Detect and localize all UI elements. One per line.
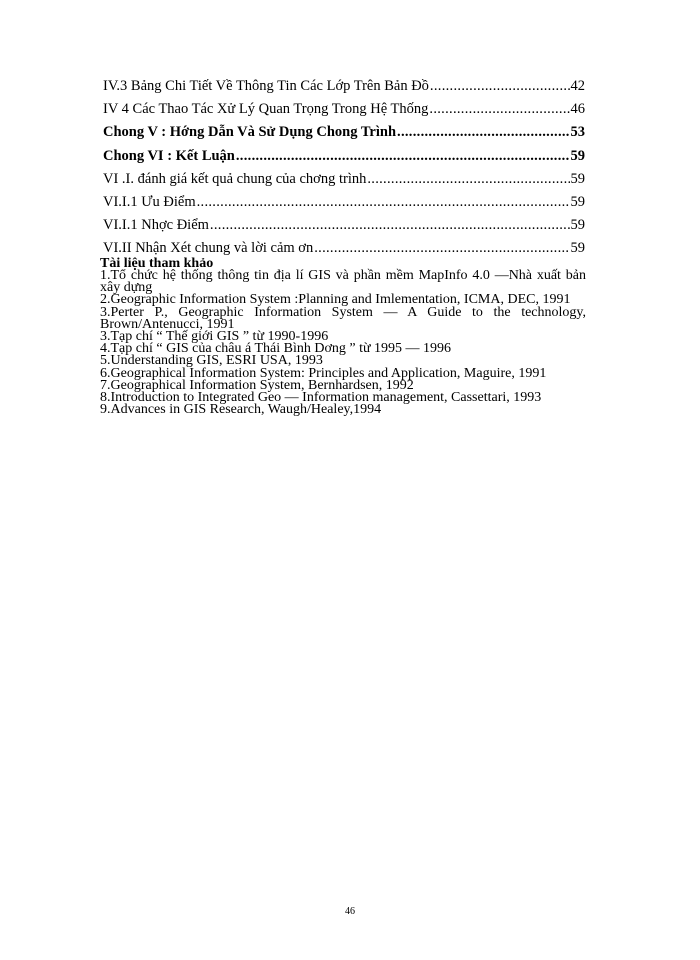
reference-item: 9.Advances in GIS Research, Waugh/Healey,1994 bbox=[100, 402, 382, 418]
reference-item: 3.Perter P., Geographic Information System — A Guide to the technology, Brown/Antenucci, 1991 bbox=[100, 304, 586, 332]
toc-leader-dots bbox=[397, 124, 569, 141]
toc-leader-dots bbox=[367, 171, 569, 188]
toc-leader-dots bbox=[210, 217, 570, 234]
reference-item: 4.Tạp chí “ GIS của châu á Thái Bình Dơng ” từ 1995 — 1996 bbox=[100, 341, 452, 357]
reference-item: 5.Understanding GIS, ESRI USA, 1993 bbox=[100, 353, 323, 369]
table-of-contents bbox=[103, 78, 585, 264]
references-section bbox=[100, 257, 586, 416]
toc-entry-page: 46 bbox=[570, 101, 585, 118]
reference-item: 1.Tổ chức hệ thống thông tin địa lí GIS và phần mềm MapInfo 4.0 —Nhà xuất bản xây dựng bbox=[100, 268, 586, 296]
toc-entry-page: 59 bbox=[570, 217, 585, 234]
reference-item: 6.Geographical Information System: Principles and Application, Maguire, 1991 bbox=[100, 365, 547, 381]
reference-item: 8.Introduction to Integrated Geo — Information management, Cassettari, 1993 bbox=[100, 390, 542, 406]
toc-leader-dots bbox=[236, 148, 570, 165]
toc-entry-page: 53 bbox=[570, 124, 585, 141]
toc-entry-title: VI.II Nhận Xét chung và lời cảm ơn bbox=[103, 240, 314, 257]
toc-leader-dots bbox=[429, 101, 569, 118]
toc-entry-page: 59 bbox=[570, 147, 585, 164]
toc-entry-page: 59 bbox=[570, 170, 585, 187]
toc-entry-page: 59 bbox=[570, 193, 585, 210]
toc-entry-title: VI .I. đánh giá kết quả chung của chơng trình bbox=[103, 170, 367, 187]
toc-entry-title: VI.I.1 Ưu Điểm bbox=[103, 193, 196, 210]
reference-item: 7.Geographical Information System, Bernhardsen, 1992 bbox=[100, 377, 414, 393]
toc-entry-page: 59 bbox=[570, 240, 585, 257]
toc-entry-title: Chong V : Hớng Dẫn Và Sử Dụng Chong Trình bbox=[103, 124, 397, 141]
toc-entry-title: IV 4 Các Thao Tác Xử Lý Quan Trọng Trong Hệ Thống bbox=[103, 101, 429, 118]
reference-item: 3.Tạp chí “ Thế giới GIS ” từ 1990-1996 bbox=[100, 329, 329, 345]
toc-leader-dots bbox=[430, 78, 570, 95]
toc-entry bbox=[103, 194, 585, 217]
toc-entry bbox=[103, 78, 585, 101]
toc-entry-title: IV.3 Bảng Chi Tiết Về Thông Tin Các Lớp Trên Bản Đồ bbox=[103, 78, 429, 94]
toc-leader-dots bbox=[314, 240, 569, 257]
toc-entry-title: VI.I.1 Nhợc Điểm bbox=[103, 217, 209, 234]
toc-entry bbox=[103, 101, 585, 124]
toc-entry-page: 42 bbox=[570, 78, 585, 94]
toc-entry-title: Chong VI : Kết Luận bbox=[103, 147, 235, 164]
toc-entry bbox=[103, 217, 585, 240]
toc-leader-dots bbox=[197, 194, 570, 211]
toc-chapter-entry bbox=[103, 148, 585, 171]
toc-entry bbox=[103, 171, 585, 194]
page-number: 46 bbox=[345, 906, 355, 917]
toc-chapter-entry bbox=[103, 124, 585, 147]
references-heading: Tài liệu tham khảo bbox=[100, 256, 214, 271]
reference-item: 2.Geographic Information System :Planning and Imlementation, ICMA, DEC, 1991 bbox=[100, 292, 571, 308]
